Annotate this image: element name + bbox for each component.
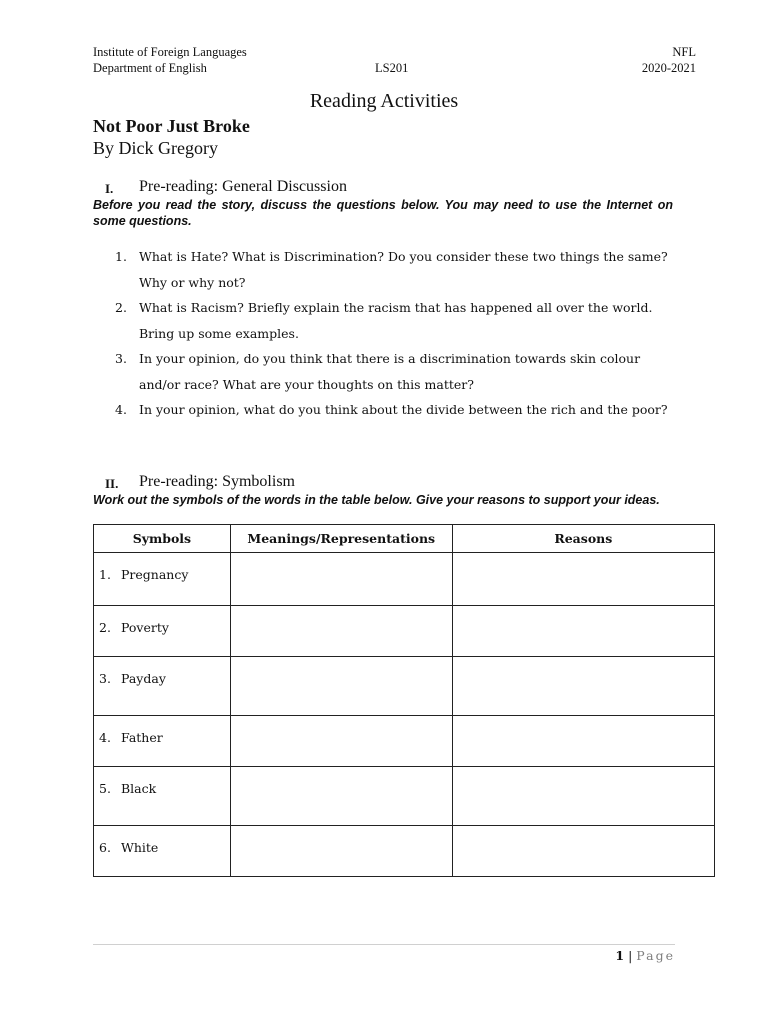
author-line: By Dick Gregory — [93, 138, 218, 158]
header-code: NFL — [672, 45, 696, 59]
reason-cell[interactable] — [452, 826, 714, 877]
row-number: 2. — [99, 620, 111, 635]
symbol-cell — [94, 767, 231, 826]
column-header-symbols: Symbols — [94, 525, 231, 553]
question-list — [115, 244, 675, 423]
row-number: 6. — [99, 840, 111, 855]
symbol-name: Poverty — [121, 620, 169, 635]
header-right — [642, 44, 696, 76]
question-number: 3. — [115, 351, 127, 366]
header-course: LS201 — [375, 61, 409, 75]
header-department: Department of English — [93, 61, 207, 75]
symbol-cell — [94, 826, 231, 877]
symbol-name: Black — [121, 781, 157, 796]
table-row — [94, 657, 715, 716]
table-header-row — [94, 525, 715, 553]
question-number: 2. — [115, 300, 127, 315]
page-title: Reading Activities — [309, 90, 459, 112]
list-item — [115, 244, 675, 295]
table-row — [94, 826, 715, 877]
table-row — [94, 767, 715, 826]
section-1-number: I. — [105, 181, 114, 196]
reason-cell[interactable] — [452, 606, 714, 657]
header-year: 2020-2021 — [641, 61, 696, 75]
meaning-cell[interactable] — [230, 657, 452, 716]
header-left — [93, 44, 247, 76]
symbol-cell — [94, 553, 231, 606]
symbol-cell — [94, 657, 231, 716]
symbol-cell — [94, 606, 231, 657]
row-number: 1. — [99, 567, 111, 582]
question-text: What is Hate? What is Discrimination? Do you consider these two things the same? Why or why not? — [139, 249, 668, 290]
row-number: 5. — [99, 781, 111, 796]
list-item — [115, 295, 675, 346]
reason-cell[interactable] — [452, 767, 714, 826]
reason-cell[interactable] — [452, 657, 714, 716]
symbol-name: White — [121, 840, 159, 855]
table-row — [94, 553, 715, 606]
list-item — [115, 346, 675, 397]
question-text: What is Racism? Briefly explain the racism that has happened all over the world. Bring up some examples. — [139, 300, 653, 341]
symbol-name: Pregnancy — [121, 567, 189, 582]
reason-cell[interactable] — [452, 716, 714, 767]
column-header-reasons: Reasons — [452, 525, 714, 553]
symbol-cell — [94, 716, 231, 767]
section-1-heading — [105, 177, 347, 199]
question-text: In your opinion, what do you think about the divide between the rich and the poor? — [139, 402, 668, 417]
row-number: 4. — [99, 730, 111, 745]
table-row — [94, 716, 715, 767]
symbols-table — [93, 524, 715, 877]
footer-divider — [93, 944, 675, 945]
section-2-title: Pre-reading: Symbolism — [139, 473, 295, 490]
list-item — [115, 397, 675, 423]
footer-separator: | — [628, 948, 633, 963]
column-header-meanings: Meanings/Representations — [230, 525, 452, 553]
row-number: 3. — [99, 671, 111, 686]
section-1-instruction: Before you read the story, discuss the questions below. You may need to use the Internet on some questions. — [93, 198, 673, 228]
symbol-name: Payday — [121, 671, 166, 686]
reason-cell[interactable] — [452, 553, 714, 606]
symbol-name: Father — [121, 730, 163, 745]
header-institute: Institute of Foreign Languages — [93, 45, 247, 59]
meaning-cell[interactable] — [230, 716, 452, 767]
story-title: Not Poor Just Broke — [93, 116, 250, 136]
meaning-cell[interactable] — [230, 767, 452, 826]
question-number: 4. — [115, 402, 127, 417]
question-text: In your opinion, do you think that there is a discrimination towards skin colour and/or race? What are your thoughts on this matter? — [139, 351, 641, 392]
question-number: 1. — [115, 249, 127, 264]
section-2-heading — [105, 472, 295, 494]
page-word: Page — [636, 948, 675, 963]
page-footer — [615, 948, 675, 964]
meaning-cell[interactable] — [230, 606, 452, 657]
table-row — [94, 606, 715, 657]
section-2-instruction: Work out the symbols of the words in the table below. Give your reasons to support your ideas. — [93, 493, 660, 507]
page-number: 1 — [615, 948, 625, 963]
meaning-cell[interactable] — [230, 826, 452, 877]
meaning-cell[interactable] — [230, 553, 452, 606]
section-1-title: Pre-reading: General Discussion — [139, 178, 347, 195]
section-2-number: II. — [105, 476, 119, 491]
